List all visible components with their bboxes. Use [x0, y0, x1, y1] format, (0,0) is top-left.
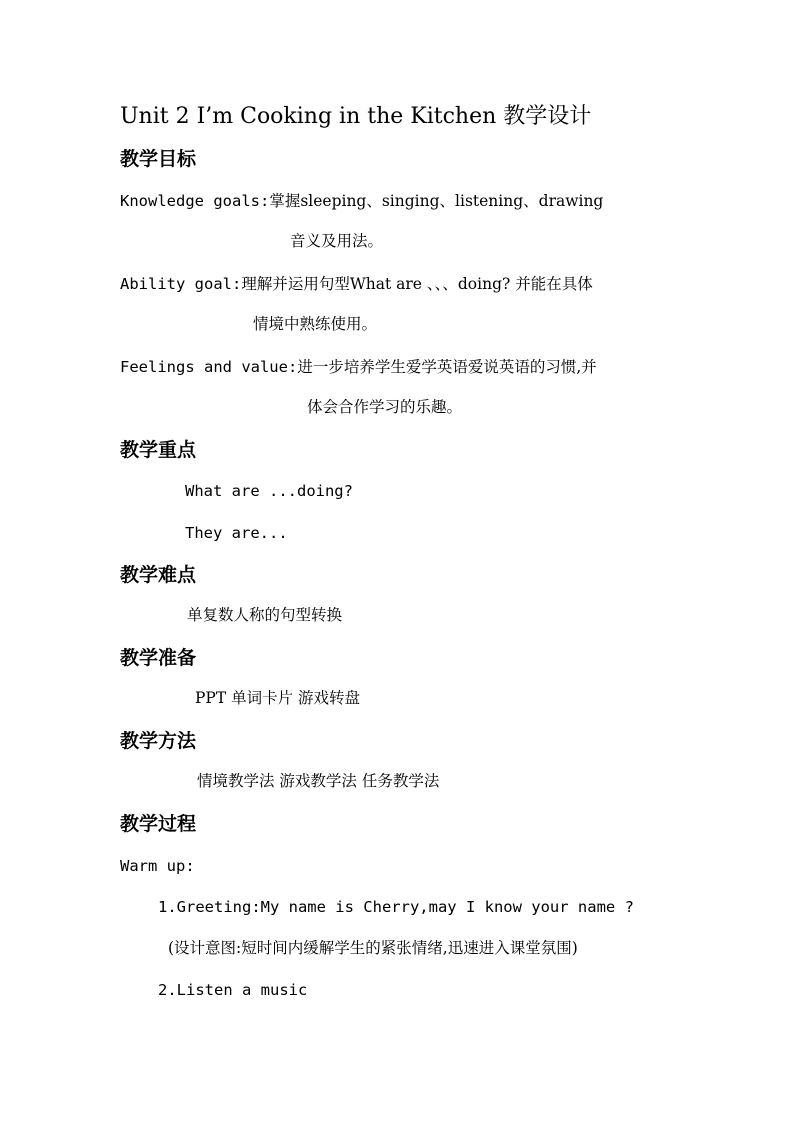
preparation-line: PPT 单词卡片 游戏转盘 — [195, 689, 361, 707]
feelings-value-label: Feelings and value: — [120, 358, 298, 376]
knowledge-goals-text: 掌握sleeping、singing、listening、drawing — [269, 192, 604, 210]
knowledge-goals-continuation: 音义及用法。 — [290, 232, 384, 250]
heading-preparation: 教学准备 — [120, 647, 197, 669]
ability-goal-line — [120, 276, 593, 293]
heading-process: 教学过程 — [120, 813, 197, 835]
key-point-line-1: What are ...doing? — [185, 482, 353, 500]
heading-key-points: 教学重点 — [120, 439, 197, 461]
process-step-2: 2.Listen a music — [158, 981, 308, 999]
warm-up-label: Warm up: — [120, 857, 195, 875]
key-point-line-2: They are... — [185, 524, 288, 542]
difficulty-line: 单复数人称的句型转换 — [187, 606, 343, 624]
feelings-value-line — [120, 359, 597, 376]
ability-goal-continuation: 情境中熟练使用。 — [253, 315, 378, 333]
feelings-value-continuation: 体会合作学习的乐趣。 — [307, 398, 463, 416]
heading-methods: 教学方法 — [120, 730, 197, 752]
ability-goal-text: 理解并运用句型What are 、、、doing? 并能在具体 — [241, 275, 593, 293]
feelings-value-text: 进一步培养学生爱学英语爱说英语的习惯,并 — [297, 358, 597, 376]
knowledge-goals-line — [120, 193, 603, 210]
heading-difficulties: 教学难点 — [120, 564, 197, 586]
page-title: Unit 2 I’m Cooking in the Kitchen 教学设计 — [120, 104, 592, 129]
ability-goal-label: Ability goal: — [120, 275, 242, 293]
methods-line: 情境教学法 游戏教学法 任务教学法 — [197, 772, 440, 790]
process-step-1: 1.Greeting:My name is Cherry,may I know your name ? — [158, 898, 634, 916]
process-step-1-note: (设计意图:短时间内缓解学生的紧张情绪,迅速进入课堂氛围) — [168, 939, 578, 957]
heading-objectives: 教学目标 — [120, 148, 197, 170]
knowledge-goals-label: Knowledge goals: — [120, 192, 270, 210]
